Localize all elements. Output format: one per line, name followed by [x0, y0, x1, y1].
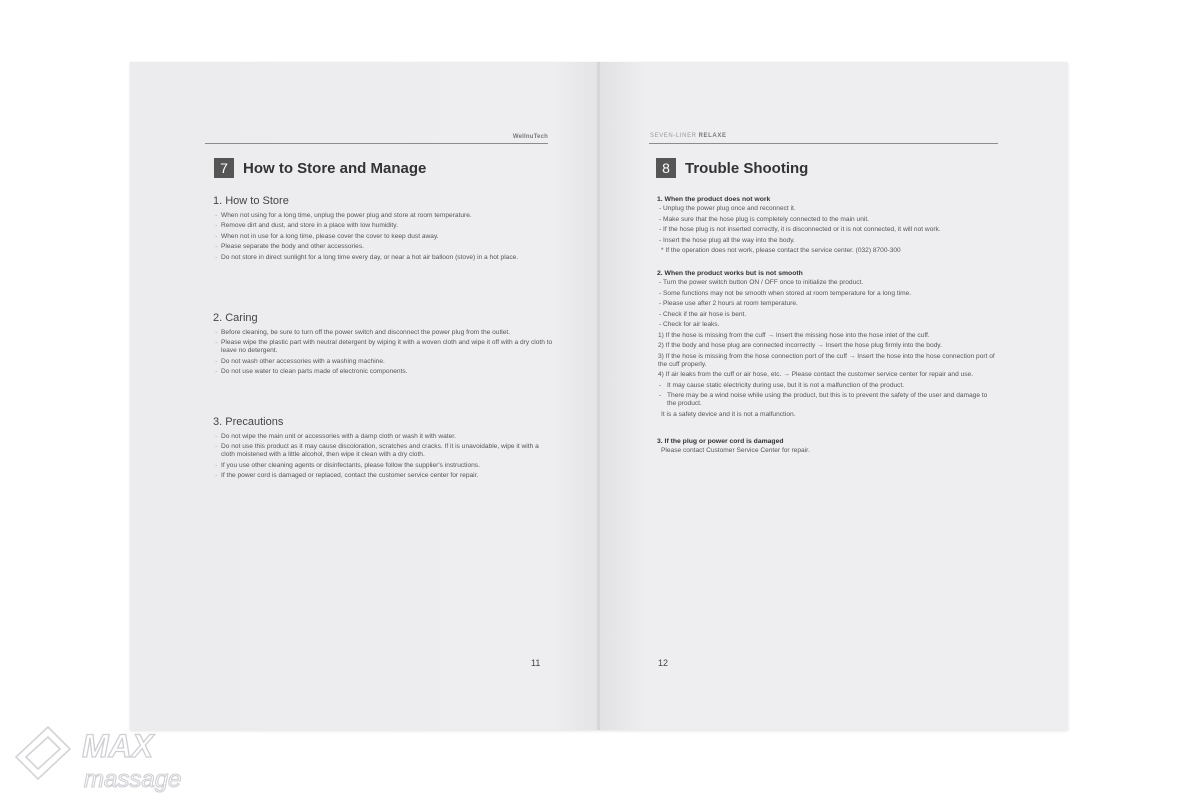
list-item: - Turn the power switch button ON / OFF once to initialize the product. [657, 279, 997, 287]
list-item: - Check if the air hose is bent. [657, 311, 997, 319]
list-item: - Check for air leaks. [657, 321, 997, 329]
trouble-group-not-work [657, 196, 997, 258]
bullet-list [213, 329, 553, 376]
list-item: · If you use other cleaning agents or disinfectants, please follow the supplier's instructions. [213, 462, 553, 470]
list-item: Please contact Customer Service Center for repair. [661, 447, 810, 454]
list-item: It is a safety device and it is not a malfunction. [661, 410, 796, 418]
list-item: · Do not wash other accessories with a washing machine. [213, 358, 553, 366]
open-manual-booklet [130, 62, 1068, 730]
brand-label: WellnuTech [512, 134, 548, 140]
chapter-number-badge: 8 [656, 158, 676, 178]
list-item: - If the hose plug is not inserted correctly, it is disconnected or it is not connected, it will not work. [657, 226, 997, 234]
header-divider [205, 143, 548, 144]
list-item: · If the power cord is damaged or replaced, contact the customer service center for repair. [213, 472, 553, 480]
brand-light: SEVEN-LINER [650, 133, 697, 139]
brand-label [650, 133, 727, 139]
list-item: · Do not wipe the main unit or accessories with a damp cloth or wash it with water. [213, 433, 553, 441]
list-item: - Please use after 2 hours at room temperature. [657, 300, 997, 308]
list-item: · Remove dirt and dust, and store in a place with low humidity. [213, 222, 553, 230]
page-number: 11 [531, 658, 541, 668]
watermark-text-massage: massage [84, 766, 182, 793]
chapter-title: How to Store and Manage [243, 159, 427, 177]
section-precautions [213, 416, 553, 483]
trouble-group-cord-damaged [657, 438, 997, 458]
page-number: 12 [658, 658, 669, 668]
watermark-logo-outline [16, 727, 70, 779]
trouble-group-not-smooth [657, 270, 997, 421]
section-heading: 2. Caring [213, 312, 258, 324]
list-item: - Some functions may not be smooth when stored at room temperature for a long time. [657, 290, 997, 298]
chapter-heading [656, 158, 808, 178]
group-heading: 3. If the plug or power cord is damaged [657, 438, 784, 445]
list-item: 2) If the body and hose plug are connected incorrectly → Insert the hose plug firmly into the body. [658, 342, 942, 349]
list-item: - It may cause static electricity during use, but it is not a malfunction of the product. [657, 382, 997, 390]
bullet-list [213, 433, 553, 480]
list-item: · Do not store in direct sunlight for a long time every day, or near a hot air balloon (stove) in a hot place. [213, 254, 553, 262]
list-item: 1) If the hose is missing from the cuff → Insert the missing hose into the hose inlet of the cuff. [658, 331, 930, 339]
chapter-title: Trouble Shooting [685, 159, 809, 177]
service-note: * If the operation does not work, please contact the service center. (032) 8700-300 [661, 247, 901, 254]
list-item: 4) If air leaks from the cuff or air hose, etc. → Please contact the customer service center for repair and use. [658, 371, 974, 378]
group-heading: 1. When the product does not work [657, 196, 771, 203]
list-item: · When not in use for a long time, please cover the cover to keep dust away. [213, 233, 553, 241]
group-heading: 2. When the product works but is not smooth [657, 270, 803, 277]
list-item: 3) If the hose is missing from the hose connection port of the cuff → Insert the hose into the hose connection port of the cuff properly. [658, 352, 995, 368]
right-page [600, 62, 1068, 730]
list-item: - Make sure that the hose plug is completely connected to the main unit. [657, 216, 997, 224]
chapter-heading [214, 158, 426, 178]
header-divider [649, 143, 998, 144]
list-item: - Unplug the power plug once and reconnect it. [657, 205, 997, 213]
list-item: · Please wipe the plastic part with neutral detergent by wiping it with a woven cloth and wipe it off with a dry cloth to leave no detergent. [213, 339, 553, 355]
watermark-text-max: MAX [82, 728, 154, 764]
list-item: · Do not use water to clean parts made of electronic components. [213, 368, 553, 376]
section-heading: 1. How to Store [213, 195, 289, 207]
section-heading: 3. Precautions [213, 416, 284, 428]
list-item: - Insert the hose plug all the way into the body. [657, 237, 997, 245]
chapter-number-badge: 7 [214, 158, 234, 178]
max-massage-watermark [8, 715, 193, 795]
section-caring [213, 312, 553, 379]
list-item: · Before cleaning, be sure to turn off the power switch and disconnect the power plug from the outlet. [213, 329, 553, 337]
list-item: · When not using for a long time, unplug the power plug and store at room temperature. [213, 212, 553, 220]
list-item: · Please separate the body and other accessories. [213, 243, 553, 251]
bullet-list [213, 212, 553, 262]
list-item: - There may be a wind noise while using the product, but this is to prevent the safety of the user and damage to the product. [657, 392, 997, 408]
left-page [130, 62, 598, 730]
section-how-to-store [213, 195, 553, 264]
list-item: · Do not use this product as it may cause discoloration, scratches and cracks. If it is unavoidable, wipe it with a cloth moistened with a little alcohol, then wipe it clean with a dry cloth. [213, 443, 553, 459]
brand-bold: RELAXE [698, 133, 727, 139]
